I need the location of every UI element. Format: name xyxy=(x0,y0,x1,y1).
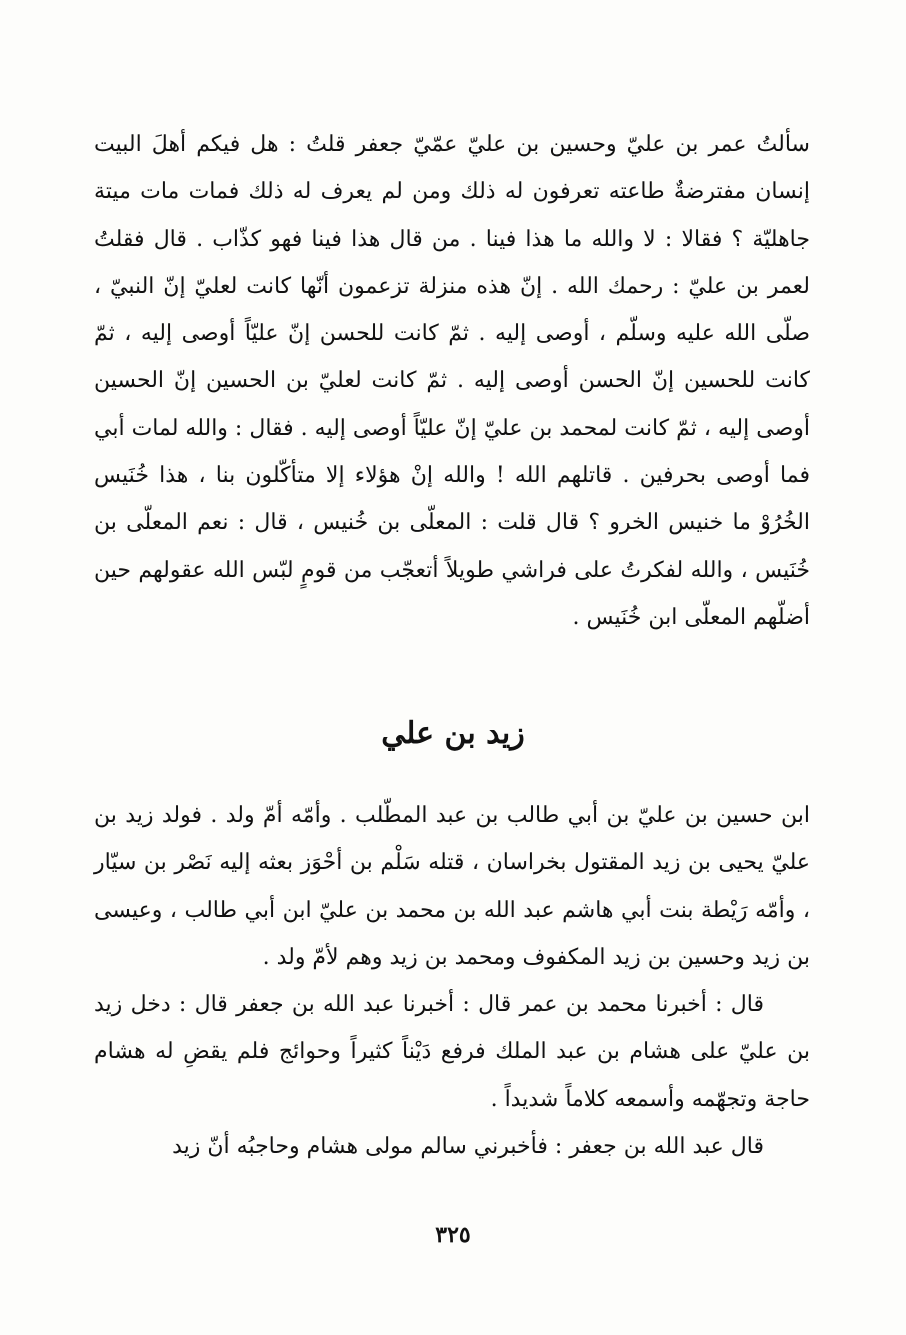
paragraph-top: سألتُ عمر بن عليّ وحسين بن عليّ عمّيّ جعفر قلتُ : هل فيكم أهلَ البيت إنسان مفترضةٌ طاعته تعرفون له ذلك ومن لم يعرف له ذلك فمات مات ميتة جاهليّة ؟ فقالا : لا والله ما هذا فينا . من قال هذا فينا فهو كذّاب . قال فقلتُ لعمر بن عليّ : رحمك الله . إنّ هذه منزلة تزعمون أنّها كانت لعليّ إنّ النبيّ ، صلّى الله عليه وسلّم ، أوصى إليه . ثمّ كانت للحسن إنّ عليّاً أوصى إليه ، ثمّ كانت للحسين إنّ الحسن أوصى إليه . ثمّ كانت لعليّ بن الحسين إنّ الحسين أوصى إليه ، ثمّ كانت لمحمد بن عليّ إنّ عليّاً أوصى إليه . فقال : والله لمات أبي فما أوصى بحرفين . قاتلهم الله ! والله إنْ هؤلاء إلا متأكّلون بنا ، هذا خُنَيس الخُرُوْ ما خنيس الخرو ؟ قال قلت : المعلّى بن خُنيس ، قال : نعم المعلّى بن خُنَيس ، والله لفكرتُ على فراشي طويلاً أتعجّب من قومٍ لبّس الله عقولهم حين أضلّهم المعلّى ابن خُنَيس . xyxy=(94,132,810,630)
paragraph-intro: ابن حسين بن عليّ بن أبي طالب بن عبد المطّلب . وأمّه أمّ ولد . فولد زيد بن عليّ يحيى بن زيد المقتول بخراسان ، قتله سَلْم بن أحْوَز بعثه إليه نَصْر بن سيّار ، وأمّه رَيْطة بنت أبي هاشم عبد الله بن محمد بن عليّ ابن أبي طالب ، وعيسى بن زيد وحسين بن زيد المكفوف ومحمد بن زيد وهم لأمّ ولد . xyxy=(94,803,810,970)
text-block-bottom xyxy=(94,792,810,1170)
section-heading: زيد بن علي xyxy=(381,716,525,751)
text-block-top xyxy=(94,121,810,641)
paragraph-3: قال عبد الله بن جعفر : فأخبرني سالم مولى هشام وحاجبُه أنّ زيد xyxy=(172,1134,764,1160)
page-number: ٣٢٥ xyxy=(435,1222,471,1248)
paragraph-2: قال : أخبرنا محمد بن عمر قال : أخبرنا عبد الله بن جعفر قال : دخل زيد بن عليّ على هشام بن عبد الملك فرفع دَيْناً كثيراً وحوائج فلم يقضِ له هشام حاجة وتجهّمه وأسمعه كلاماً شديداً . xyxy=(94,992,810,1112)
